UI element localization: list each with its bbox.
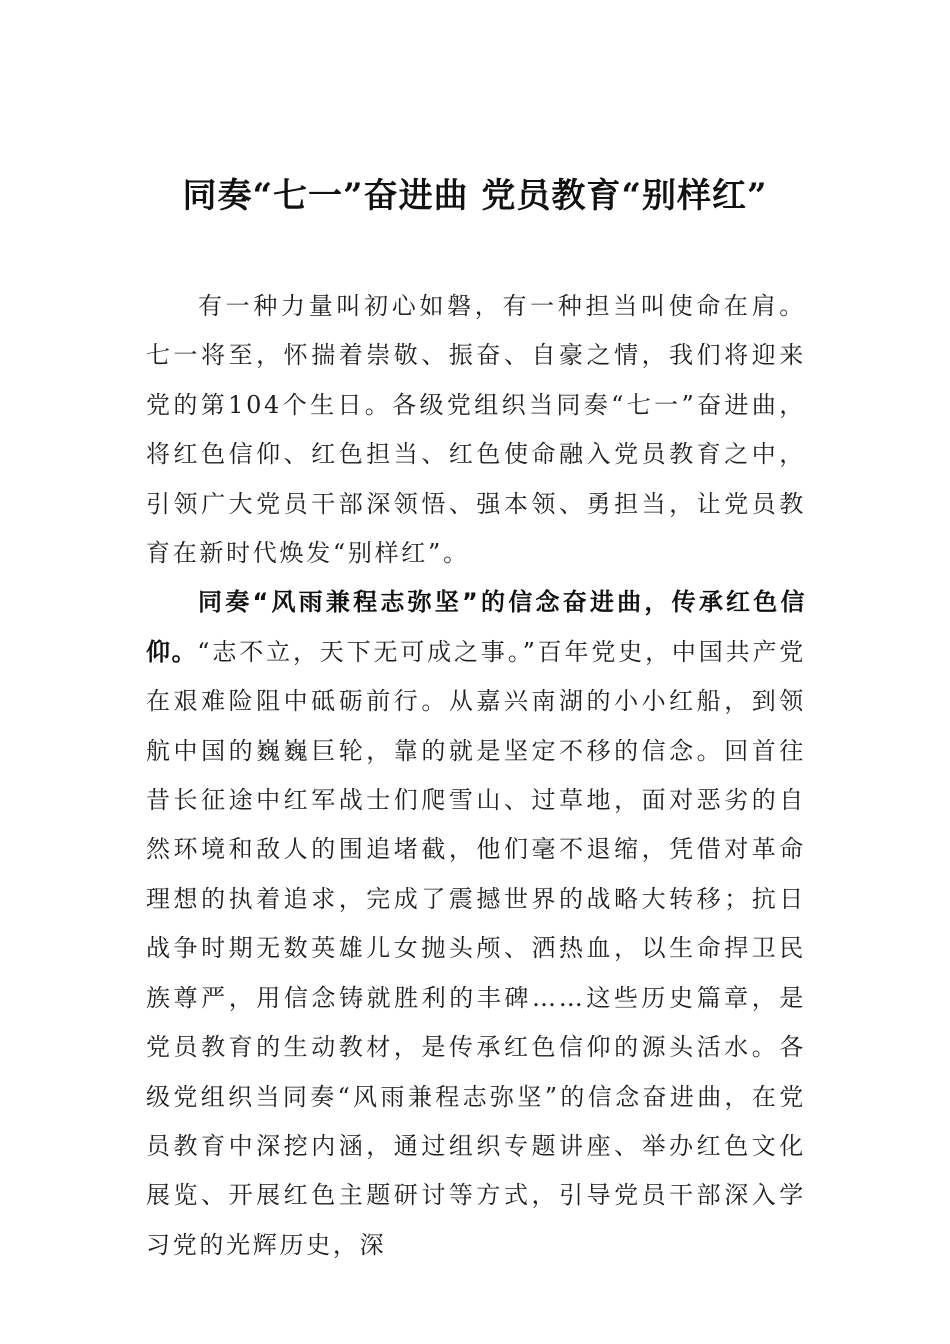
paragraph-lead-heading: 同奏“风雨兼程志弥坚”的信念奋进曲，传承红色信仰。 [146,588,806,666]
paragraph-section-1 [146,578,806,1270]
paragraph-text: 有一种力量叫初心如磐，有一种担当叫使命在肩。七一将至，怀揣着崇敬、振奋、自豪之情，我们将迎来党的第104个生日。各级党组织当同奏“七一”奋进曲，将红色信仰、红色担当、红色使命融入党员教育之中，引领广大党员干部深领悟、强本领、勇担当，让党员教育在新时代焕发“别样红”。 [146,292,806,568]
paragraph-text: “志不立，天下无可成之事。”百年党史，中国共产党在艰难险阻中砥砺前行。从嘉兴南湖的小小红船，到领航中国的巍巍巨轮，靠的就是坚定不移的信念。回首往昔长征途中红军战士们爬雪山、过草地，面对恶劣的自然环境和敌人的围追堵截，他们毫不退缩，凭借对革命理想的执着追求，完成了震撼世界的战略大转移；抗日战争时期无数英雄儿女抛头颅、洒热血，以生命捍卫民族尊严，用信念铸就胜利的丰碑……这些历史篇章，是党员教育的生动教材，是传承红色信仰的源头活水。各级党组织当同奏“风雨兼程志弥坚”的信念奋进曲，在党员教育中深挖内涵，通过组织专题讲座、举办红色文化展览、开展红色主题研讨等方式，引导党员干部深入学习党的光辉历史，深 [146,637,806,1259]
document-title: 同奏“七一”奋进曲 党员教育“别样红” [182,176,768,216]
document-body [146,282,806,1270]
paragraph-intro [146,282,806,578]
